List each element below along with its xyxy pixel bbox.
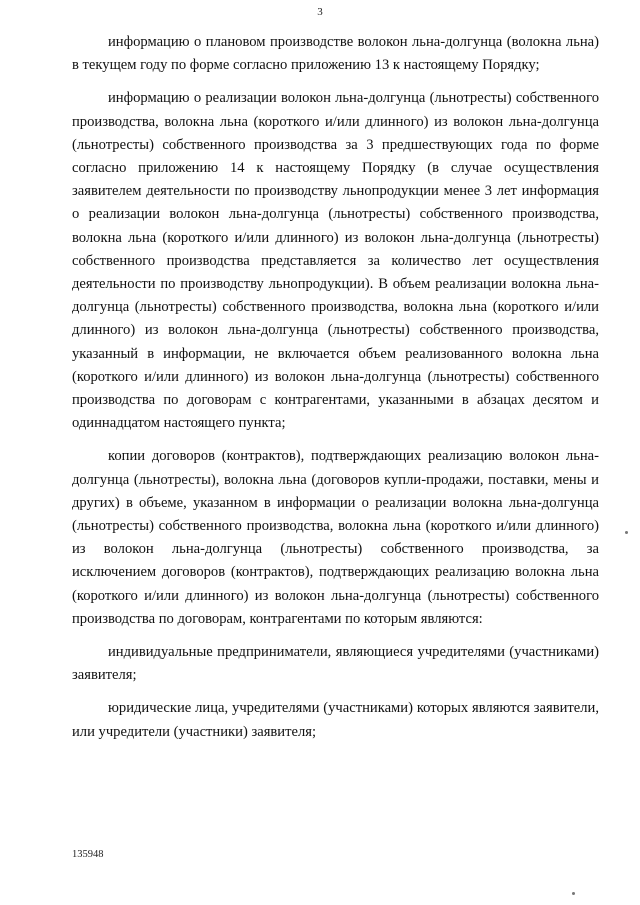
scan-speck (572, 892, 575, 895)
document-code: 135948 (72, 849, 104, 860)
paragraph-sales-information: информацию о реализации волокон льна-долгунца (льнотресты) собственного производства, волокна льна (короткого и/или длинного) из волокон льна-долгунца (льнотресты) собственного производства за 3 предшествующих года по форме согласно приложению 14 к настоящему Порядку (в случае осуществления заявителем деятельности по производству льнопродукции менее 3 лет информация о реализации волокон льна-долгунца (льнотресты) собственного производства, волокна льна (короткого и/или длинного) из волокон льна-долгунца (льнотресты) собственного производства представляется за количество лет осуществления деятельности по производству льнопродукции). В объем реализации волокна льна-долгунца (льнотресты) собственного производства, волокна льна (короткого и/или длинного) из волокон льна-долгунца (льнотресты) собственного производства, указанный в информации, не включается объем реализованного волокна льна (короткого и/или длинного) из волокон льна-долгунца (льнотресты) собственного производства по договорам с контрагентами, указанными в абзацах десятом и одиннадцатом настоящего пункта; (72, 90, 599, 432)
paragraph-contract-copies: копии договоров (контрактов), подтверждающих реализацию волокон льна-долгунца (льнотресты), волокна льна (договоров купли-продажи, поставки, мены и других) в объеме, указанном в информации о реализации волокна льна-долгунца (льнотресты) собственного производства, волокна льна (короткого и/или длинного) из волокон льна-долгунца (льнотресты) собственного производства, за исключением договоров (контрактов), подтверждающих реализацию волокна льна (короткого и/или длинного) из волокон льна-долгунца (льнотресты) собственного производства по договорам, контрагентами по которым являются: (72, 448, 599, 627)
paragraph-planned-production: информацию о плановом производстве волокон льна-долгунца (волокна льна) в текущем году по форме согласно приложению 13 к настоящему Порядку; (72, 34, 599, 74)
paragraph-individual-entrepreneurs: индивидуальные предприниматели, являющиеся учредителями (участниками) заявителя; (72, 644, 599, 684)
scan-speck (625, 531, 628, 534)
paragraph-legal-entities: юридические лица, учредителями (участниками) которых являются заявители, или учредители (участники) заявителя; (72, 700, 599, 740)
page-number: 3 (317, 6, 323, 18)
document-body (72, 31, 599, 754)
